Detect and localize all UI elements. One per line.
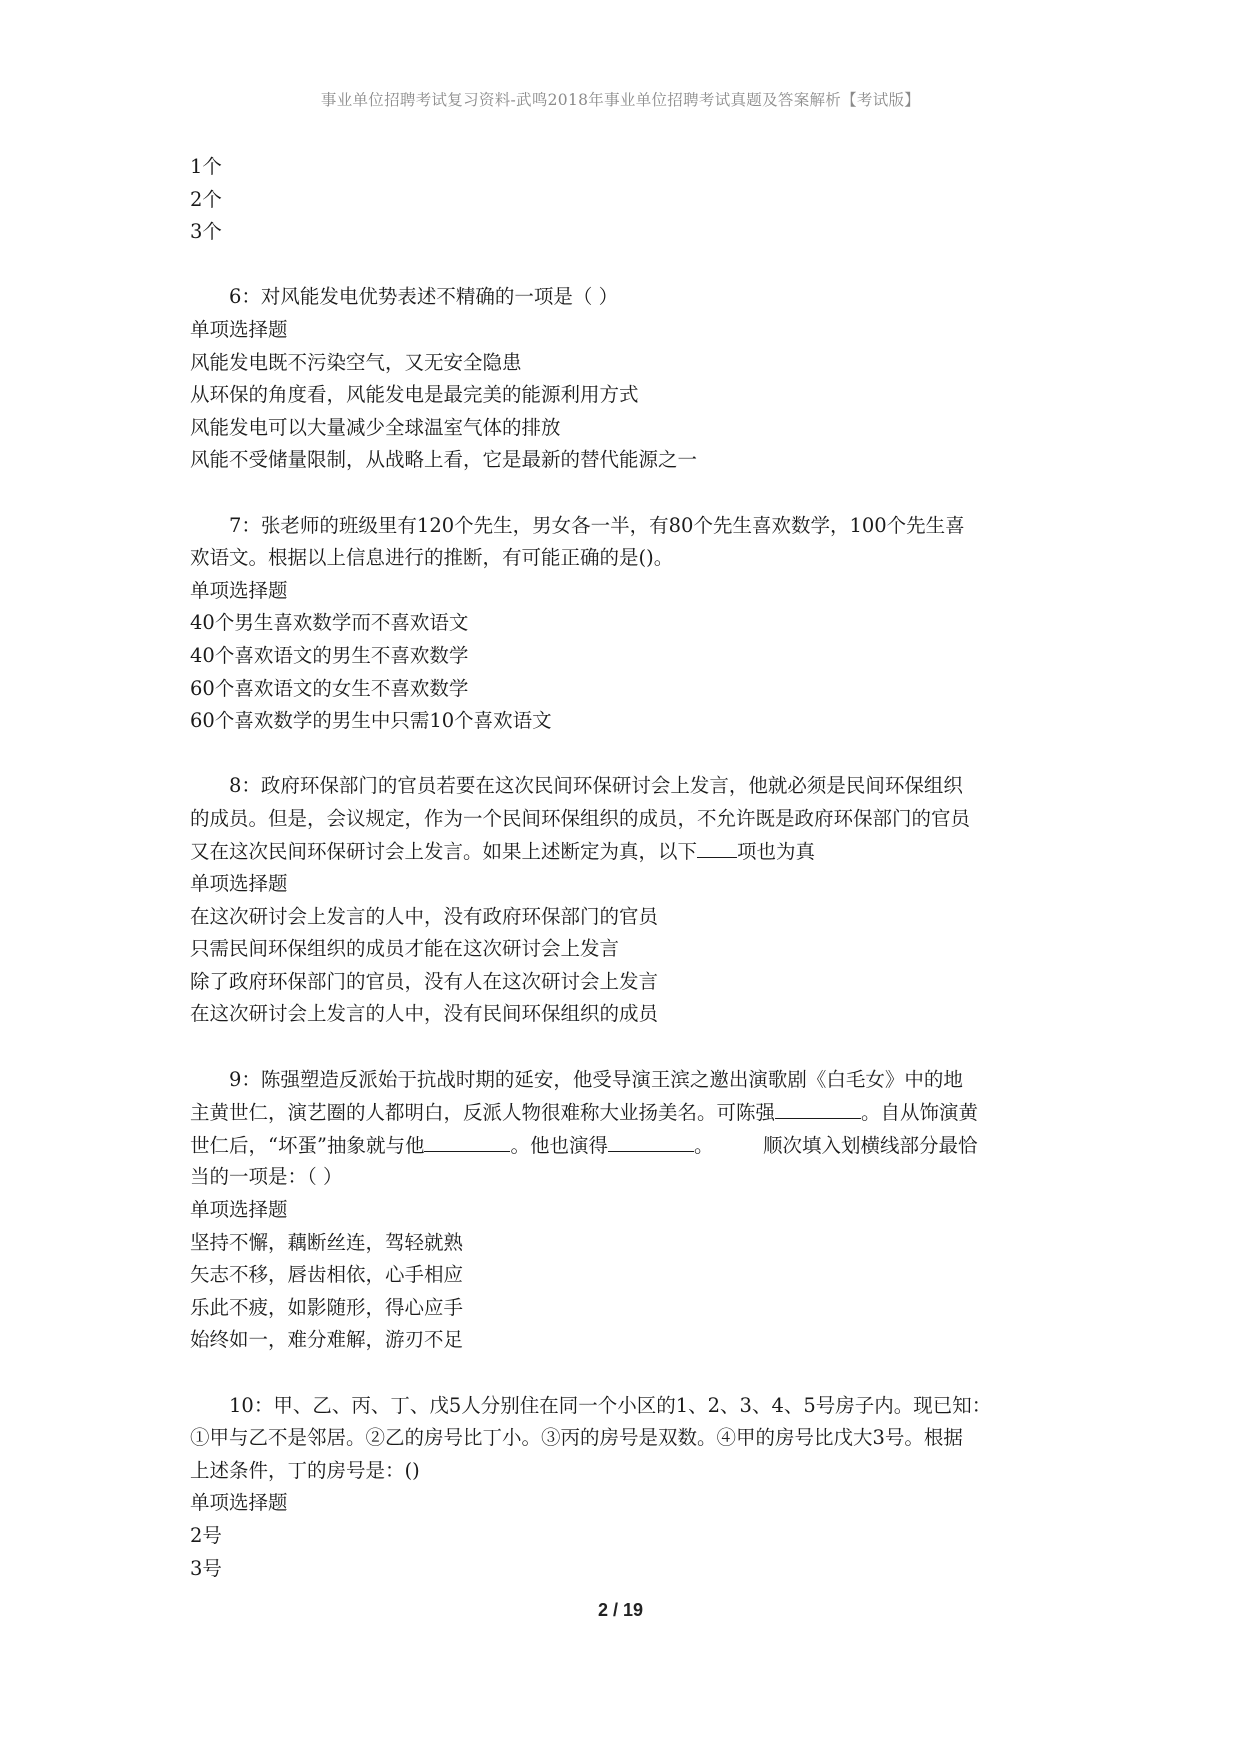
question-type: 单项选择题 xyxy=(190,1491,288,1515)
question-text: 世仁后，“坏蛋”抽象就与他 。他也演得 。 顺次填入划横线部分最恰 xyxy=(190,1129,1060,1162)
fill-blank xyxy=(697,835,737,858)
question-type: 单项选择题 xyxy=(190,317,288,341)
option-item: 3号 xyxy=(190,1556,222,1580)
option-item: 风能不受储量限制，从战略上看，它是最新的替代能源之一 xyxy=(190,448,698,472)
option-item: 1个 xyxy=(190,155,222,178)
option-item: 坚持不懈，藕断丝连，驾轻就熟 xyxy=(190,1230,464,1254)
fill-blank xyxy=(608,1129,694,1152)
option-item: 从环保的角度看，风能发电是最完美的能源利用方式 xyxy=(190,383,639,407)
option-item: 2个 xyxy=(190,187,222,211)
option-item: 2号 xyxy=(190,1523,222,1547)
question-text: 9：陈强塑造反派始于抗战时期的延安，他受导演王滨之邀出演歌剧《白毛女》中的地 xyxy=(229,1067,963,1091)
page-header: 事业单位招聘考试复习资料-武鸣2018年事业单位招聘考试真题及答案解析【考试版】 xyxy=(320,91,921,109)
question-type: 单项选择题 xyxy=(190,872,288,896)
question-text: ①甲与乙不是邻居。②乙的房号比丁小。③丙的房号是双数。④甲的房号比戊大3号。根据 xyxy=(190,1426,963,1450)
page-number: 2 / 19 xyxy=(597,1600,644,1620)
option-item: 3个 xyxy=(190,220,222,244)
option-item: 矢志不移，唇齿相依，心手相应 xyxy=(190,1263,464,1287)
fill-blank xyxy=(775,1096,861,1119)
question-7 xyxy=(190,510,1060,738)
question-text: 主黄世仁，演艺圈的人都明白，反派人物很难称大业扬美名。可陈强 。自从饰演黄 xyxy=(190,1096,1060,1129)
option-item: 只需民间环保组织的成员才能在这次研讨会上发言 xyxy=(190,937,620,961)
question-text: 8：政府环保部门的官员若要在这次民间环保研讨会上发言，他就必须是民间环保组织 xyxy=(229,774,963,798)
question-text: 的成员。但是，会议规定，作为一个民间环保组织的成员，不允许既是政府环保部门的官员 xyxy=(190,806,971,830)
option-item: 60个喜欢数学的男生中只需10个喜欢语文 xyxy=(190,709,552,733)
question-text: 又在这次民间环保研讨会上发言。如果上述断定为真，以下 项也为真 xyxy=(190,835,1060,868)
question-8 xyxy=(190,770,1060,1031)
option-item: 在这次研讨会上发言的人中，没有民间环保组织的成员 xyxy=(190,1002,659,1026)
question-text: 欢语文。根据以上信息进行的推断，有可能正确的是()。 xyxy=(190,546,674,570)
option-item: 始终如一，难分难解，游刃不足 xyxy=(190,1328,464,1352)
question-type: 单项选择题 xyxy=(190,578,288,602)
question-text: 上述条件，丁的房号是：() xyxy=(190,1458,420,1482)
option-item: 除了政府环保部门的官员，没有人在这次研讨会上发言 xyxy=(190,969,659,993)
question-text: 10：甲、乙、丙、丁、戊5人分别住在同一个小区的1、2、3、4、5号房子内。现已知： xyxy=(229,1393,992,1417)
question-text: 当的一项是：（ ） xyxy=(190,1165,343,1189)
question-text: 7：张老师的班级里有120个先生，男女各一半，有80个先生喜欢数学，100个先生喜 xyxy=(229,513,965,537)
option-item: 40个喜欢语文的男生不喜欢数学 xyxy=(190,643,469,667)
option-item: 风能发电可以大量减少全球温室气体的排放 xyxy=(190,415,561,439)
option-item: 风能发电既不污染空气，又无安全隐患 xyxy=(190,350,522,374)
fill-blank xyxy=(424,1129,510,1152)
option-item: 在这次研讨会上发言的人中，没有政府环保部门的官员 xyxy=(190,904,659,928)
option-item: 40个男生喜欢数学而不喜欢语文 xyxy=(190,611,469,635)
question-10 xyxy=(190,1390,1060,1586)
question-6 xyxy=(190,281,1060,477)
page-content xyxy=(190,151,1060,1585)
option-item: 60个喜欢语文的女生不喜欢数学 xyxy=(190,676,469,700)
option-item: 乐此不疲，如影随形，得心应手 xyxy=(190,1295,464,1319)
question-9 xyxy=(190,1064,1060,1357)
question-text: 6：对风能发电优势表述不精确的一项是（ ） xyxy=(229,285,619,309)
question-type: 单项选择题 xyxy=(190,1198,288,1221)
